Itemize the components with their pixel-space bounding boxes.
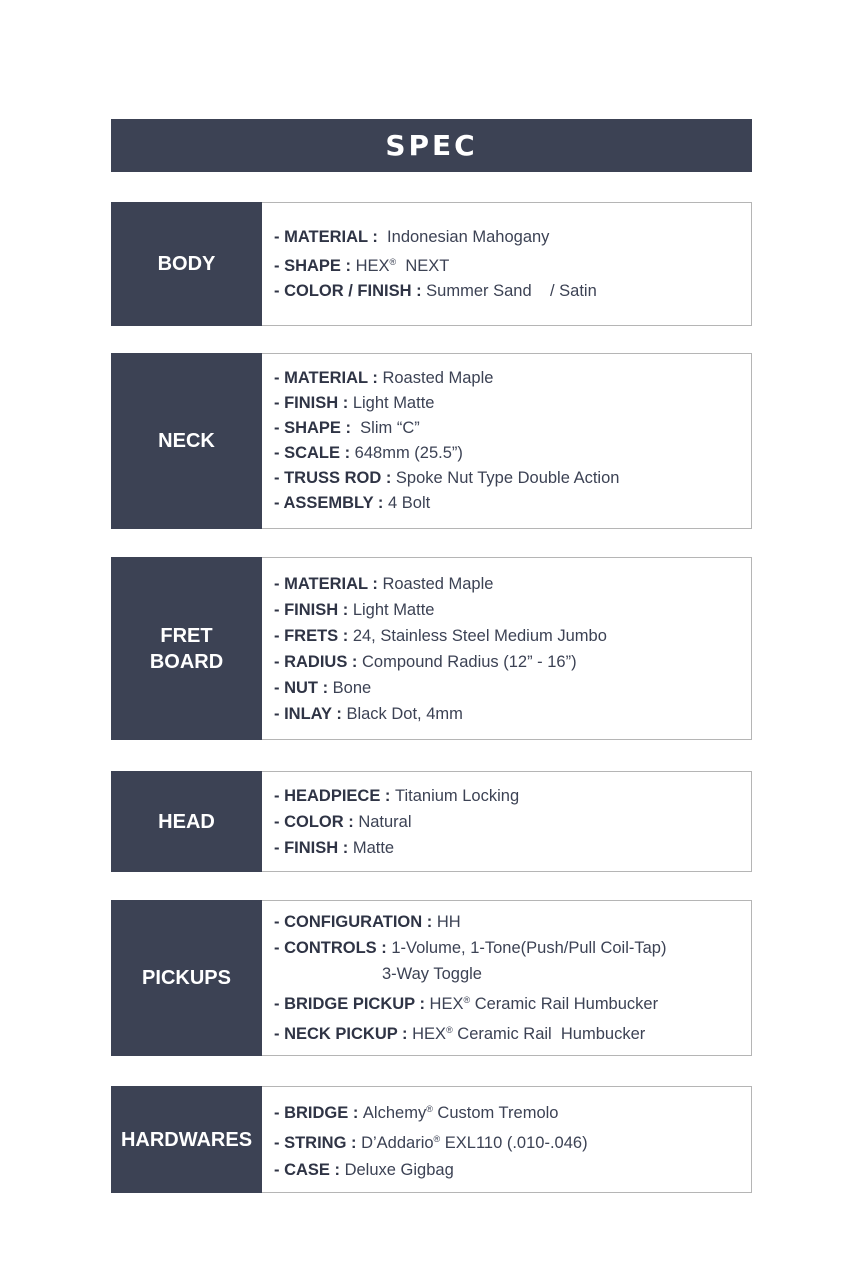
spec-row bbox=[274, 701, 751, 727]
spec-row bbox=[274, 1157, 751, 1184]
spec-row bbox=[274, 1126, 751, 1157]
spec-list bbox=[262, 772, 751, 871]
spec-row bbox=[274, 391, 751, 416]
spec-key: - BRIDGE PICKUP : bbox=[274, 995, 430, 1013]
section-title: HARDWARES bbox=[120, 1128, 253, 1151]
section-title: HEAD bbox=[158, 810, 215, 833]
spec-key: - CASE : bbox=[274, 1160, 345, 1179]
section-label bbox=[111, 202, 262, 326]
section-title: FRET BOARD bbox=[149, 624, 224, 673]
spec-row bbox=[274, 466, 751, 491]
spec-key: - FINISH : bbox=[274, 838, 353, 857]
spec-value: 1-Volume, 1-Tone(Push/Pull Coil-Tap) bbox=[391, 939, 667, 957]
spec-value: Matte bbox=[352, 838, 395, 857]
section-label bbox=[111, 1086, 262, 1193]
spec-section-head bbox=[111, 771, 752, 872]
spec-section-neck bbox=[111, 353, 752, 529]
spec-value: D’Addario bbox=[361, 1134, 434, 1153]
spec-row bbox=[274, 225, 751, 250]
spec-value: Natural bbox=[358, 812, 412, 831]
spec-row bbox=[274, 623, 751, 649]
spec-section-fret-board bbox=[111, 557, 752, 740]
spec-row bbox=[274, 279, 751, 304]
registered-mark: ® bbox=[446, 1025, 453, 1035]
spec-row bbox=[274, 809, 751, 835]
spec-list bbox=[262, 354, 751, 528]
spec-row bbox=[274, 1017, 751, 1047]
registered-mark: ® bbox=[463, 995, 471, 1005]
spec-row bbox=[274, 987, 751, 1017]
section-label bbox=[111, 771, 262, 872]
spec-row bbox=[274, 909, 751, 935]
spec-row bbox=[274, 416, 751, 441]
spec-key: - SHAPE : bbox=[274, 419, 356, 437]
spec-row bbox=[274, 783, 751, 809]
section-title: BODY bbox=[157, 253, 216, 275]
spec-row bbox=[274, 835, 751, 861]
spec-value: Alchemy bbox=[362, 1103, 427, 1122]
spec-value: Titanium Locking bbox=[395, 786, 520, 805]
spec-key: - FINISH : bbox=[274, 394, 353, 412]
spec-row bbox=[274, 441, 751, 466]
spec-list bbox=[262, 901, 751, 1055]
spec-key: - SCALE : bbox=[274, 444, 355, 462]
section-label bbox=[111, 557, 262, 740]
spec-key: - MATERIAL : bbox=[274, 574, 383, 593]
spec-value-suffix: EXL110 (.010-.046) bbox=[440, 1134, 588, 1153]
spec-key: - COLOR / FINISH : bbox=[274, 281, 427, 300]
spec-key: - FRETS : bbox=[274, 626, 353, 645]
spec-value-suffix: Ceramic Rail Humbucker bbox=[470, 995, 659, 1013]
spec-key: - MATERIAL : bbox=[274, 227, 383, 246]
spec-key: - SHAPE : bbox=[274, 256, 356, 275]
spec-value: 24, Stainless Steel Medium Jumbo bbox=[352, 626, 607, 645]
spec-value: HH bbox=[436, 913, 461, 931]
spec-key: - FINISH : bbox=[274, 600, 353, 619]
spec-value: Light Matte bbox=[352, 600, 435, 619]
spec-value: Deluxe Gigbag bbox=[344, 1160, 454, 1179]
spec-section-hardwares bbox=[111, 1086, 752, 1193]
spec-row bbox=[274, 649, 751, 675]
spec-header bbox=[111, 119, 752, 172]
spec-key: - HEADPIECE : bbox=[274, 786, 396, 805]
spec-value: HEX bbox=[429, 995, 464, 1013]
spec-row bbox=[274, 961, 751, 987]
spec-value: Roasted Maple bbox=[382, 369, 494, 387]
spec-value-suffix: Ceramic Rail Humbucker bbox=[452, 1025, 646, 1043]
spec-value: Indonesian Mahogany bbox=[382, 227, 550, 246]
registered-mark: ® bbox=[433, 1134, 441, 1145]
spec-key: - COLOR : bbox=[274, 812, 359, 831]
spec-section-body bbox=[111, 202, 752, 326]
spec-value: HEX bbox=[355, 256, 390, 275]
spec-value: Compound Radius (12” - 16”) bbox=[362, 652, 577, 671]
spec-key: - RADIUS : bbox=[274, 652, 362, 671]
registered-mark: ® bbox=[426, 1103, 433, 1114]
spec-value-suffix: Custom Tremolo bbox=[432, 1103, 559, 1122]
spec-list bbox=[262, 1087, 751, 1192]
spec-row bbox=[274, 250, 751, 279]
spec-row bbox=[274, 597, 751, 623]
spec-key: - ASSEMBLY : bbox=[274, 494, 388, 512]
spec-key: - NUT : bbox=[274, 678, 333, 697]
spec-value-suffix: NEXT bbox=[396, 256, 450, 275]
spec-value: 4 Bolt bbox=[388, 494, 431, 512]
spec-value: Roasted Maple bbox=[382, 574, 494, 593]
spec-value: Spoke Nut Type Double Action bbox=[395, 469, 620, 487]
spec-key: - CONTROLS : bbox=[274, 939, 392, 957]
registered-mark: ® bbox=[389, 256, 397, 267]
spec-list bbox=[262, 558, 751, 739]
section-label bbox=[111, 900, 262, 1056]
spec-value: Black Dot, 4mm bbox=[346, 704, 463, 723]
spec-row bbox=[274, 491, 751, 516]
section-label bbox=[111, 353, 262, 529]
spec-row bbox=[274, 571, 751, 597]
spec-value: 648mm (25.5”) bbox=[354, 444, 463, 462]
spec-list bbox=[262, 203, 751, 325]
spec-key: - STRING : bbox=[274, 1134, 362, 1153]
spec-row bbox=[274, 366, 751, 391]
spec-key: - INLAY : bbox=[274, 704, 347, 723]
spec-row bbox=[274, 1096, 751, 1127]
spec-key: - BRIDGE : bbox=[274, 1103, 363, 1122]
section-title: NECK bbox=[158, 430, 215, 452]
spec-key: - MATERIAL : bbox=[274, 369, 383, 387]
spec-value: Bone bbox=[332, 678, 372, 697]
spec-value: HEX bbox=[412, 1025, 447, 1043]
spec-row bbox=[274, 675, 751, 701]
spec-value: 3-Way Toggle bbox=[382, 965, 482, 983]
spec-key: - NECK PICKUP : bbox=[274, 1025, 413, 1043]
spec-value: Light Matte bbox=[352, 394, 435, 412]
section-title: PICKUPS bbox=[142, 967, 231, 989]
spec-title: SPEC bbox=[385, 129, 478, 162]
spec-row bbox=[274, 935, 751, 961]
spec-value: Summer Sand / Satin bbox=[426, 281, 597, 300]
spec-key: - CONFIGURATION : bbox=[274, 913, 437, 931]
spec-section-pickups bbox=[111, 900, 752, 1056]
spec-key: - TRUSS ROD : bbox=[274, 469, 396, 487]
spec-value: Slim “C” bbox=[355, 419, 420, 437]
